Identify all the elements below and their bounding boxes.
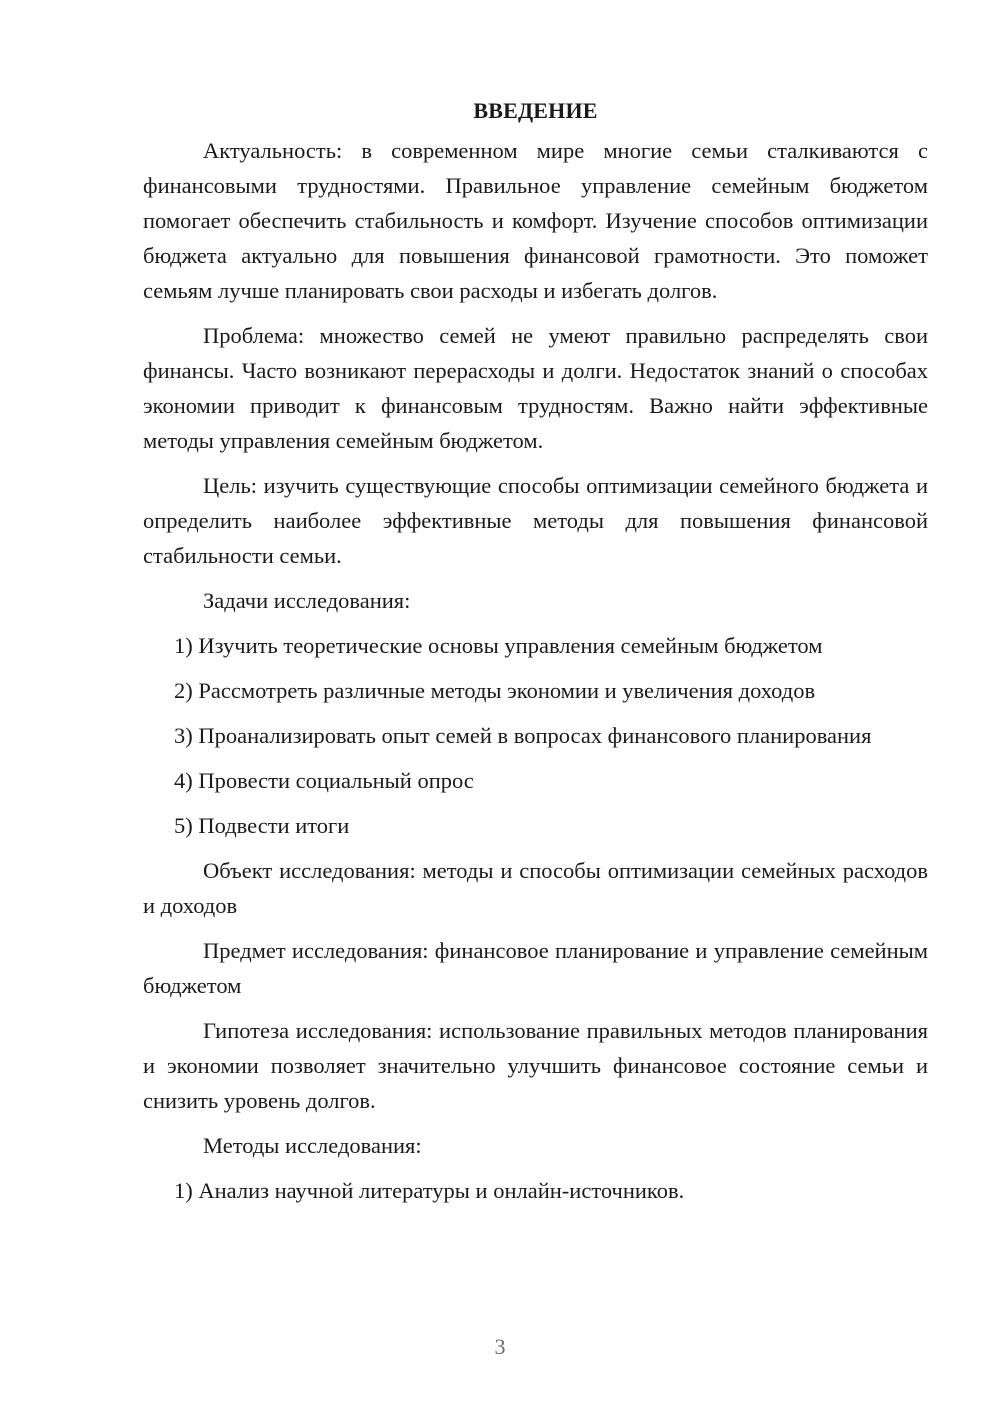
task-item-4: 4) Провести социальный опрос [174, 768, 474, 793]
method-item-1: 1) Анализ научной литературы и онлайн-источников. [174, 1178, 685, 1203]
hypothesis-paragraph: Гипотеза исследования: использование правильных методов планирования и экономии позволяет значительно улучшить финансовое состояние семьи и снизить уровень долгов. [143, 1018, 928, 1113]
task-item-2: 2) Рассмотреть различные методы экономии и увеличения доходов [174, 678, 816, 703]
task-item-1: 1) Изучить теоретические основы управления семейным бюджетом [174, 633, 823, 658]
relevance-paragraph: Актуальность: в современном мире многие семьи сталкиваются с финансовыми трудностями. Правильное управление семейным бюджетом помогает обеспечить стабильность и комфорт. Изучение способов оптимизации бюджета актуально для повышения финансовой грамотности. Это поможет семьям лучше планировать свои расходы и избегать долгов. [143, 138, 928, 303]
task-item-3: 3) Проанализировать опыт семей в вопросах финансового планирования [174, 723, 872, 748]
object-paragraph: Объект исследования: методы и способы оптимизации семейных расходов и доходов [143, 858, 928, 918]
methods-heading: Методы исследования: [203, 1133, 422, 1158]
problem-paragraph: Проблема: множество семей не умеют правильно распределять свои финансы. Часто возникают перерасходы и долги. Недостаток знаний о способах экономии приводит к финансовым трудностям. Важно найти эффективные методы управления семейным бюджетом. [143, 323, 928, 453]
page-number: 3 [494, 1334, 506, 1359]
goal-paragraph: Цель: изучить существующие способы оптимизации семейного бюджета и определить наиболее эффективные методы для повышения финансовой стабильности семьи. [143, 473, 928, 568]
subject-paragraph: Предмет исследования: финансовое планирование и управление семейным бюджетом [143, 938, 928, 998]
page-title: ВВЕДЕНИЕ [473, 98, 598, 123]
task-item-5: 5) Подвести итоги [174, 813, 350, 838]
tasks-heading: Задачи исследования: [203, 588, 411, 613]
